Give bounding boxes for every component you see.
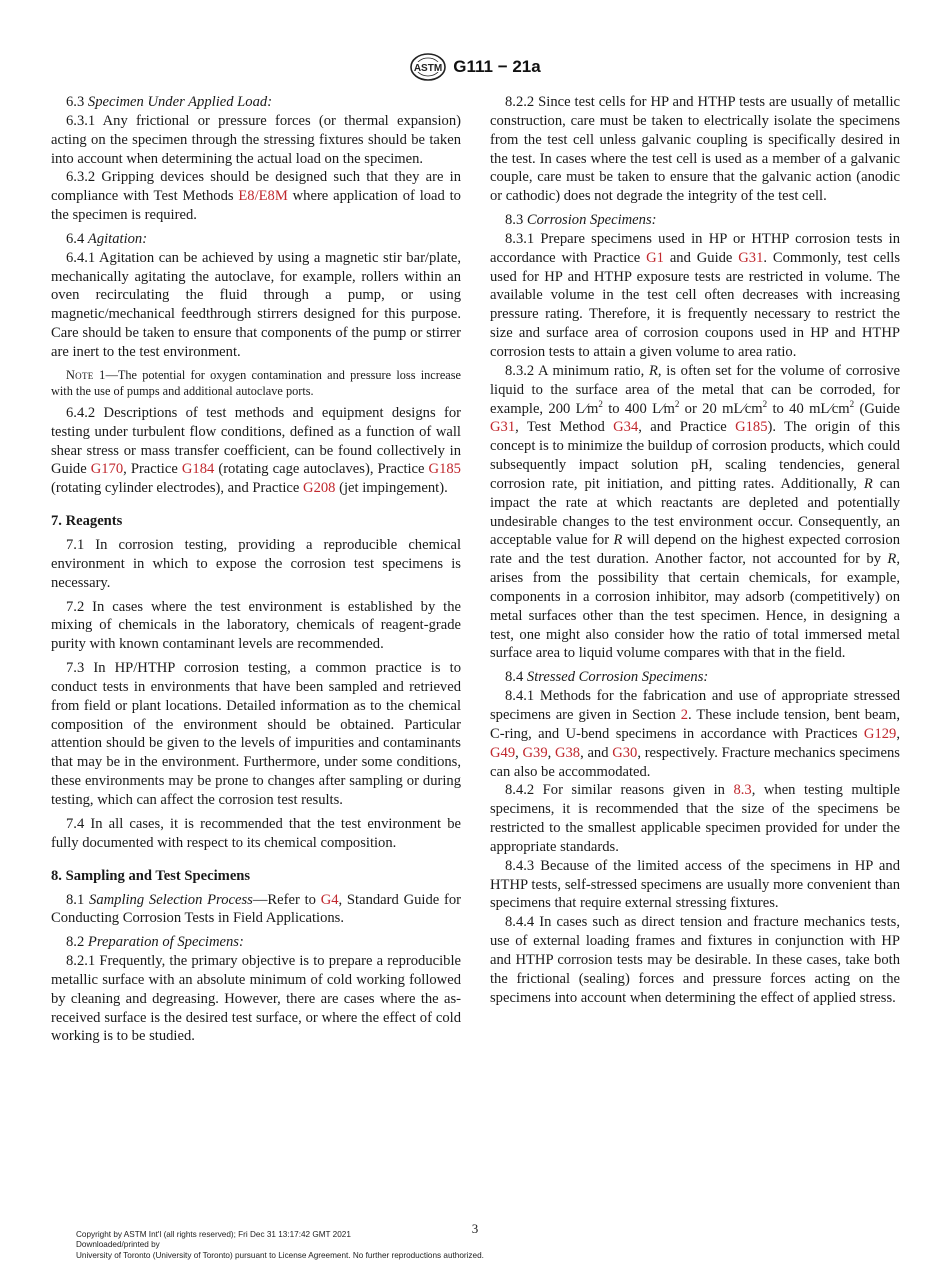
left-column bbox=[51, 93, 461, 1046]
page-header bbox=[0, 52, 950, 82]
paragraph-6-3-2: 6.3.2 Gripping devices should be designed such that they are in compliance with Test Methods E8/E8M where application of load to the specimen is required. bbox=[51, 169, 461, 224]
paragraph-8-2-1: 8.2.1 Frequently, the primary objective is to prepare a reproducible metallic surface with an absolute minimum of cold working followed by cleaning and degreasing. However, there are cases where the as-received surface is the desired test surface, or where the effect of cold working is to be studied. bbox=[51, 953, 461, 1045]
paragraph-8-4-2: 8.4.2 For similar reasons given in 8.3, when testing multiple specimens, it is recommended that the size of the specimens be restricted to the smallest applicable specimen provided for under the appropriate standards. bbox=[490, 782, 900, 855]
link-8-3[interactable]: 8.3 bbox=[733, 782, 752, 799]
link-g184[interactable]: G184 bbox=[181, 461, 215, 478]
copyright-footer bbox=[76, 1230, 484, 1261]
link-g34[interactable]: G34 bbox=[613, 419, 639, 436]
paragraph-8-3-2: 8.3.2 A minimum ratio, R, is often set for the volume of corrosive liquid to the surface area of the metal that can be corroded, for example, 200 $L⁄m^2$ to 400 $L⁄m^2$ or 20 $mL⁄cm^2$ to 40 $mL⁄cm^2$ (Guide G31, Test Method G34, and Practice G185). The origin of this concept is to minimize the buildup of corrosion products, which could subsequently impact solution pH, scaling tendencies, general corrosion rate, pit initiation, and pitting rates. Additionally, R can impact the rate at which reactants are depleted and potentially undesirable changes to the test environment occur. Consequently, an acceptable value for R will depend on the highest expected corrosion rate and the test duration. Another factor, not accounted for by R, arises from the possibility that certain chemicals, for example, components in a corrosion inhibitor, may adsorb (competitively) on metal surfaces other than the test specimen. Hence, in designing a test, one might also consider how the ratio of total immersed metal surface area to liquid volume compares with that in the field. bbox=[490, 362, 901, 662]
link-g1[interactable]: G1 bbox=[646, 249, 664, 266]
section-8-2-heading: 8.2 Preparation of Specimens: bbox=[66, 934, 244, 951]
link-e8-e8m[interactable]: E8/E8M bbox=[238, 188, 288, 205]
paragraph-7-2: 7.2 In cases where the test environment is established by the mixing of chemicals in the laboratory, chemicals of reagent-grade purity with known contaminant levels are recommended. bbox=[51, 598, 461, 653]
astm-logo-text: ASTM bbox=[414, 63, 443, 74]
footer-line-1: Copyright by ASTM Int'l (all rights reserved); Fri Dec 31 13:17:42 GMT 2021 bbox=[76, 1230, 351, 1239]
paragraph-8-1: 8.1 Sampling Selection Process—Refer to G4, Standard Guide for Conducting Corrosion Tests in Field Applications. bbox=[51, 891, 461, 927]
paragraph-8-3-1: 8.3.1 Prepare specimens used in HP or HTHP corrosion tests in accordance with Practice G1 and Guide G31. Commonly, test cells used for HP and HTHP exposure tests are restricted in volume. The available volume in the test cell often decreases with increasing pressure rating. Therefore, it is frequently necessary to restrict the size and surface area of corrosion coupons used in HP and HTHP corrosion tests to attain a given volume to area ratio. bbox=[490, 230, 900, 360]
paragraph-8-4-1: 8.4.1 Methods for the fabrication and use of appropriate stressed specimens are given in Section 2. These include tension, bent beam, C-ring, and U-bend specimens in accordance with Practices G129, G49, G39, G38, and G30, respectively. Fracture mechanics specimens can also be accommodated. bbox=[490, 688, 900, 780]
section-8-heading: 8. Sampling and Test Specimens bbox=[51, 867, 251, 884]
link-g185[interactable]: G185 bbox=[428, 461, 461, 478]
link-g31-b[interactable]: G31 bbox=[490, 419, 516, 436]
section-7-heading: 7. Reagents bbox=[51, 513, 123, 530]
section-8-3-heading: 8.3 Corrosion Specimens: bbox=[505, 212, 657, 229]
footer-line-3: University of Toronto (University of Toronto) pursuant to License Agreement. No further reproductions authorized. bbox=[76, 1250, 484, 1260]
paragraph-8-4-3: 8.4.3 Because of the limited access of the specimens in HP and HTHP tests, self-stressed specimens are usually more convenient than specimens that require external stressing fixtures. bbox=[490, 857, 900, 912]
link-g38[interactable]: G38 bbox=[554, 744, 581, 761]
paragraph-8-2-2: 8.2.2 Since test cells for HP and HTHP tests are usually of metallic construction, care must be taken to electrically isolate the specimens from the test cell unless galvanic coupling is specifically desired in the test. In cases where the test cell is used as a member of a galvanic couple, care must be taken to ensure that the galvanic action (anodic or cathodic) does not degrade the integrity of the test cell. bbox=[490, 94, 900, 205]
link-g185-b[interactable]: G185 bbox=[735, 419, 768, 436]
link-g30[interactable]: G30 bbox=[612, 744, 638, 761]
paragraph-8-4-4: 8.4.4 In cases such as direct tension and fracture mechanics tests, use of external loading frames and fixtures in conjunction with HP and HTHP corrosion tests may be desirable. In these cases, take both the frictional (sealing) forces and pressure forces acting on the specimens into account when determining the effect of applied stress. bbox=[490, 914, 900, 1006]
section-6-4-heading: 6.4 Agitation: bbox=[66, 230, 148, 247]
link-g129[interactable]: G129 bbox=[863, 725, 897, 742]
link-g49[interactable]: G49 bbox=[490, 744, 516, 761]
link-g31[interactable]: G31 bbox=[738, 249, 764, 266]
note-1: Note 1—The potential for oxygen contamination and pressure loss increase with the use of pumps and additional autoclave ports. bbox=[51, 367, 462, 398]
footer-line-2: Downloaded/printed by bbox=[76, 1240, 160, 1250]
paragraph-7-1: 7.1 In corrosion testing, providing a reproducible chemical environment in which to expose the corrosion test specimens is necessary. bbox=[51, 537, 461, 591]
astm-logo-icon bbox=[409, 52, 447, 82]
section-6-3-heading: 6.3 Specimen Under Applied Load: bbox=[66, 94, 273, 110]
paragraph-6-4-1: 6.4.1 Agitation can be achieved by using a magnetic stir bar/plate, mechanically agitating the autoclave, for example, rollers within an oven recirculating the fluid through a pump, or using magnetic/mechanical feedthrough stirrers designed for this purpose. Care should be taken to ensure that components of the pump or stirrer are inert to the test environment. bbox=[51, 249, 461, 360]
paragraph-6-4-2: 6.4.2 Descriptions of test methods and equipment designs for testing under turbulent flow conditions, defined as a function of wall shear stress or mass transfer coefficient, can be found collectively in Guide G170, Practice G184 (rotating cage autoclaves), Practice G185 (rotating cylinder electrodes), and Practice G208 (jet impingement). bbox=[51, 404, 461, 497]
designation: G111 − 21a bbox=[453, 57, 541, 76]
section-8-4-heading: 8.4 Stressed Corrosion Specimens: bbox=[505, 669, 709, 686]
link-g170[interactable]: G170 bbox=[90, 461, 124, 478]
paragraph-6-3-1: 6.3.1 Any frictional or pressure forces (or thermal expansion) acting on the specimen through the stressing fixtures should be taken into account when determining the actual load on the specimen. bbox=[51, 112, 461, 167]
link-g4[interactable]: G4 bbox=[320, 891, 339, 908]
right-column bbox=[490, 93, 900, 1008]
link-g208[interactable]: G208 bbox=[303, 480, 336, 497]
page-number: 3 bbox=[471, 1221, 479, 1236]
paragraph-7-4: 7.4 In all cases, it is recommended that the test environment be fully documented with respect to its chemical composition. bbox=[51, 815, 461, 851]
paragraph-7-3: 7.3 In HP/HTHP corrosion testing, a common practice is to conduct tests in environments that have been sampled and retrieved from field or plant locations. Detailed information as to the chemical composition of the environment should be obtained. Particular attention should be given to the levels of impurities and contaminants that may be in the environment. Furthermore, under some conditions, these environments may be prone to changes after sampling or during testing, which can affect the corrosion test results. bbox=[51, 660, 461, 808]
link-section-2[interactable]: 2 bbox=[680, 707, 689, 723]
link-g39[interactable]: G39 bbox=[522, 744, 548, 761]
